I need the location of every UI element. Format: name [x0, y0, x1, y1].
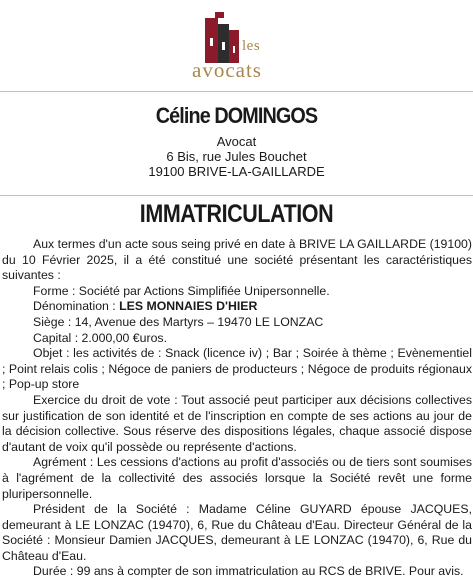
notice-exercice: Exercice du droit de vote : Tout associé peut participer aux décisions collectives sur justification de son identité et de l'inscription en compte de ses actions au jour de la décision collective. Sous réserve des dispositions légales, chaque associé dispose d'autant de voix qu'il possède ou représente d'actions.: [2, 392, 472, 454]
lawyer-title: Avocat: [216, 134, 257, 149]
notice-intro: Aux termes d'un acte sous seing privé en date à BRIVE LA GAILLARDE (19100) du 10 Février 2025, il a été constitué une société présentant les caractéristiques suivantes :: [2, 237, 472, 283]
lawyer-street: 6 Bis, rue Jules Bouchet: [166, 149, 307, 164]
notice-title: IMMATRICULATION: [139, 200, 334, 228]
notice-denomination: [2, 299, 472, 315]
lawyer-city: 19100 BRIVE-LA-GAILLARDE: [148, 164, 325, 179]
notice-agrement: Agrément : Les cessions d'actions au profit d'associés ou de tiers sont soumises à l'agrément de la collectivité des associés lorsque la Société revêt une forme pluripersonnelle.: [2, 455, 472, 501]
lawyer-name: Céline DOMINGOS: [155, 103, 318, 128]
divider: [0, 91, 473, 92]
logo-text-avocats: avocats: [192, 58, 262, 82]
logo-text-les: les: [242, 38, 261, 54]
notice-capital: Capital : 2.000,00 €uros.: [33, 330, 167, 345]
notice-duree: Durée : 99 ans à compter de son immatriculation au RCS de BRIVE. Pour avis.: [33, 564, 464, 579]
notice-siege: Siège : 14, Avenue des Martyrs – 19470 LE LONZAC: [33, 314, 324, 329]
notice-objet: Objet : les activités de : Snack (licence iv) ; Bar ; Soirée à thème ; Evènementiel ; Point relais colis ; Négoce de paniers de producteurs ; Négoce de produits régionaux ; Pop-up store: [2, 346, 472, 392]
notice-forme: Forme : Société par Actions Simplifiée Unipersonnelle.: [33, 283, 330, 298]
notice-president: Président de la Société : Madame Céline GUYARD épouse JACQUES, demeurant à LE LONZAC (19470), 6, Rue du Château d'Eau. Directeur Général de la Société : Monsieur Damien JACQUES, demeurant à LE LONZAC (19470), 6, Rue du Château d'Eau.: [2, 502, 472, 563]
denomination-label: Dénomination :: [33, 299, 120, 314]
divider: [0, 195, 473, 196]
denomination-value: LES MONNAIES D'HIER: [119, 299, 258, 314]
notice-body: [2, 237, 472, 580]
